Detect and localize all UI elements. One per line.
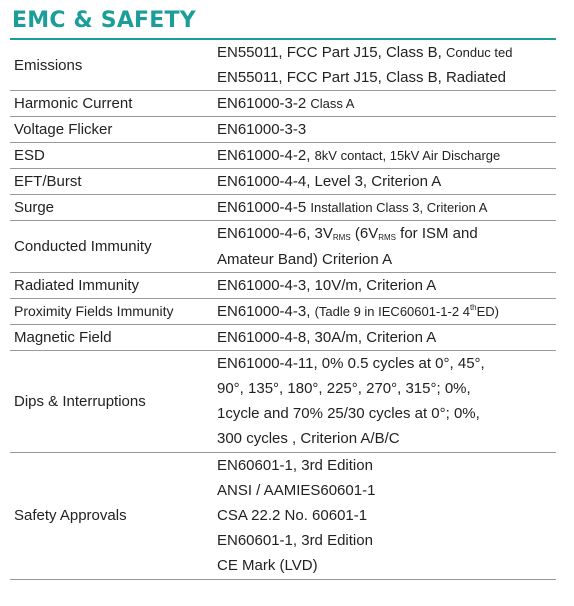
value-text: ED) bbox=[476, 303, 499, 319]
table-row-magnetic-field bbox=[10, 324, 556, 350]
value-text: Class A bbox=[310, 96, 355, 112]
value-text: 8kV contact, 15kV Air Discharge bbox=[314, 148, 501, 164]
value-text: CSA 22.2 No. 60601-1 bbox=[217, 507, 368, 525]
table-row-voltage-flicker bbox=[10, 117, 556, 143]
table-row-surge bbox=[10, 195, 556, 221]
value-text: (Tadle 9 in IEC60601-1-2 4 bbox=[314, 303, 470, 319]
table-row-harmonic-current bbox=[10, 91, 556, 117]
row-label: Conducted Immunity bbox=[10, 221, 210, 272]
value-text: EN61000-4-3, bbox=[217, 302, 315, 320]
th-superscript: th bbox=[469, 302, 477, 312]
row-value: EN61000-3-3 bbox=[210, 117, 556, 143]
value-text: ANSI / AAMIES60601-1 bbox=[217, 481, 376, 499]
value-text: 1cycle and 70% 25/30 cycles at 0°; 0%, bbox=[217, 405, 480, 423]
row-label: Magnetic Field bbox=[10, 324, 210, 350]
value-text: Conduc ted bbox=[445, 45, 513, 60]
value-text: EN55011, FCC Part J15, Class B, bbox=[217, 44, 446, 61]
rms-subscript: RMS bbox=[332, 233, 351, 243]
row-value bbox=[210, 298, 556, 324]
row-label: ESD bbox=[10, 143, 210, 169]
row-label: Radiated Immunity bbox=[10, 272, 210, 298]
table-row-esd bbox=[10, 143, 556, 169]
rms-subscript: RMS bbox=[378, 233, 396, 243]
row-label: Voltage Flicker bbox=[10, 117, 210, 143]
row-label: Proximity Fields Immunity bbox=[10, 298, 210, 324]
row-value: EN61000-4-8, 30A/m, Criterion A bbox=[210, 324, 556, 350]
row-label: Harmonic Current bbox=[10, 91, 210, 117]
table-row-eft-burst bbox=[10, 169, 556, 195]
table-row-proximity-fields bbox=[10, 298, 556, 324]
value-text: EN61000-3-2 bbox=[217, 95, 311, 113]
row-label: Surge bbox=[10, 195, 210, 221]
value-text: for ISM and bbox=[395, 225, 478, 243]
row-label: Emissions bbox=[10, 40, 210, 91]
value-text: EN61000-4-2, bbox=[217, 147, 315, 165]
row-value bbox=[210, 143, 556, 169]
value-text: EN61000-4-6, 3V bbox=[217, 225, 333, 243]
value-text: 300 cycles , Criterion A/B/C bbox=[217, 430, 400, 448]
value-text: Amateur Band) Criterion A bbox=[217, 250, 393, 268]
table-row-conducted-immunity bbox=[10, 221, 556, 272]
value-text: EN55011, FCC Part J15, Class B, Radiated bbox=[217, 69, 507, 87]
section-title: EMC & SAFETY bbox=[12, 8, 196, 33]
value-text: (6V bbox=[350, 225, 379, 243]
value-text: EN60601-1, 3rd Edition bbox=[217, 532, 373, 550]
value-text: EN60601-1, 3rd Edition bbox=[217, 456, 373, 474]
row-value bbox=[210, 91, 556, 117]
spec-table bbox=[10, 40, 556, 580]
row-label: Safety Approvals bbox=[10, 452, 210, 579]
row-value bbox=[210, 221, 556, 272]
row-value bbox=[210, 195, 556, 221]
row-value: EN61000-4-3, 10V/m, Criterion A bbox=[210, 272, 556, 298]
value-text: Installation Class 3, Criterion A bbox=[310, 200, 488, 216]
row-value bbox=[210, 40, 556, 91]
row-value bbox=[210, 350, 556, 452]
table-row-emissions bbox=[10, 40, 556, 91]
value-text: CE Mark (LVD) bbox=[217, 557, 318, 575]
table-row-radiated-immunity bbox=[10, 272, 556, 298]
row-label: EFT/Burst bbox=[10, 169, 210, 195]
table-row-dips-interruptions bbox=[10, 350, 556, 452]
row-label: Dips & Interruptions bbox=[10, 350, 210, 452]
value-text: EN61000-4-11, 0% 0.5 cycles at 0°, 45°, bbox=[217, 354, 485, 372]
row-value: EN61000-4-4, Level 3, Criterion A bbox=[210, 169, 556, 195]
row-value bbox=[210, 452, 556, 579]
value-text: EN61000-4-5 bbox=[217, 199, 311, 217]
value-text: 90°, 135°, 180°, 225°, 270°, 315°; 0%, bbox=[217, 380, 471, 398]
table-row-safety-approvals bbox=[10, 452, 556, 579]
